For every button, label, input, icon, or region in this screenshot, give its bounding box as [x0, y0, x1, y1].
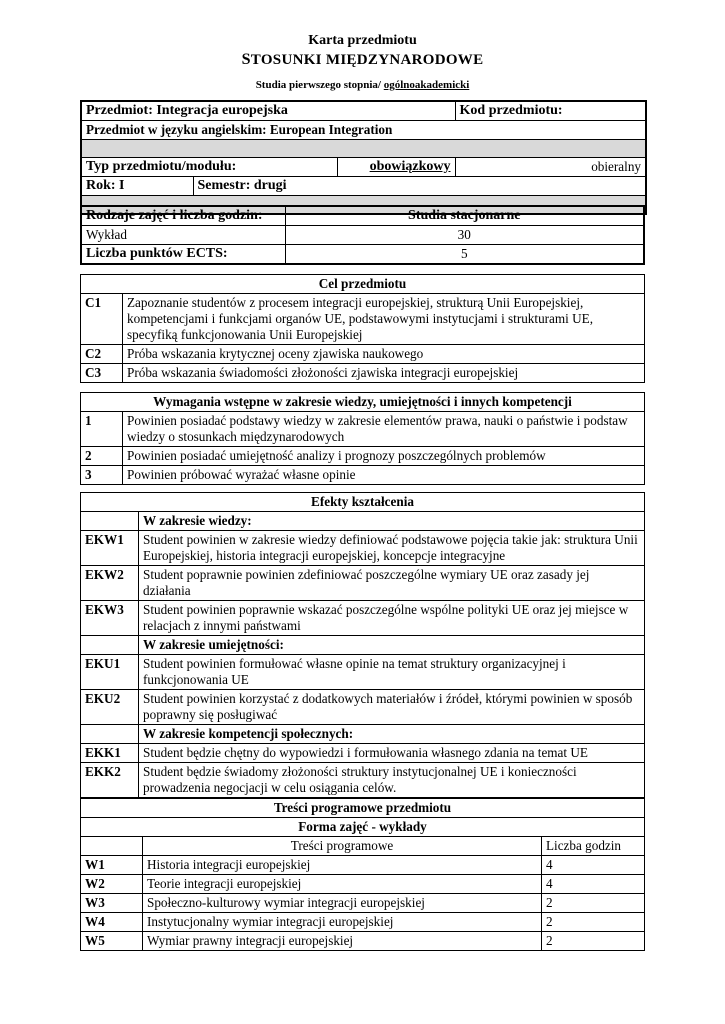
prereq-code: 2	[81, 447, 123, 466]
content-text: Teorie integracji europejskiej	[143, 875, 542, 894]
outcome-text: Student będzie świadomy złożoności struktury instytucjonalnej UE i konieczności prowadzenia negocjacji w celu osiągania celów.	[139, 763, 645, 798]
hours-label: Rodzaje zajęć i liczba godzin:	[81, 206, 285, 226]
content-code: W1	[81, 856, 143, 875]
content-code: W3	[81, 894, 143, 913]
content-row	[81, 913, 645, 932]
content-text: Instytucjonalny wymiar integracji europejskiej	[143, 913, 542, 932]
prereq-text: Powinien próbować wyrażać własne opinie	[123, 466, 645, 485]
goal-code: C1	[81, 294, 123, 345]
study-level-prefix: Studia pierwszego stopnia/	[255, 79, 384, 91]
content-table	[80, 798, 645, 951]
card-title: Karta przedmiotu	[308, 33, 417, 48]
prereq-code: 3	[81, 466, 123, 485]
outcomes-table	[80, 492, 645, 798]
goals-table	[80, 274, 645, 383]
lecture-hours: 30	[285, 226, 644, 245]
info-table	[80, 100, 647, 215]
social-heading: W zakresie kompetencji społecznych:	[139, 725, 645, 744]
info-block	[80, 100, 645, 215]
goal-text: Próba wskazania krytycznej oceny zjawiska naukowego	[123, 345, 645, 364]
study-level	[0, 79, 725, 91]
goal-row	[81, 294, 645, 345]
outcome-text: Student powinien korzystać z dodatkowych materiałów i źródeł, którymi powinien w sposób poprawny się posługiwać	[139, 690, 645, 725]
outcomes-block	[80, 492, 645, 798]
content-row	[81, 856, 645, 875]
col-hours-header: Liczba godzin	[541, 837, 644, 856]
outcome-row	[81, 601, 645, 636]
content-text: Historia integracji europejskiej	[143, 856, 542, 875]
prereq-title: Wymagania wstępne w zakresie wiedzy, umiejętności i innych kompetencji	[81, 393, 645, 412]
prereq-row	[81, 447, 645, 466]
goals-block	[80, 274, 645, 383]
outcome-text: Student będzie chętny do wypowiedzi i formułowania własnego zdania na temat UE	[139, 744, 645, 763]
outcome-row	[81, 763, 645, 798]
type-label: Typ przedmiotu/modułu:	[81, 158, 337, 177]
hours-block	[80, 205, 645, 265]
goal-text: Próba wskazania świadomości złożoności zjawiska integracji europejskiej	[123, 364, 645, 383]
outcome-code: EKU1	[81, 655, 139, 690]
prereq-table	[80, 392, 645, 485]
prereq-text: Powinien posiadać podstawy wiedzy w zakresie elementów prawa, nauki o państwie i podstaw wiedzy o stosunkach międzynarodowych	[123, 412, 645, 447]
prereq-block	[80, 392, 645, 485]
content-block	[80, 798, 645, 951]
gray-separator	[81, 140, 646, 158]
goal-row	[81, 345, 645, 364]
outcome-text: Student powinien formułować własne opinie na temat struktury organizacyjnej i funkcjonowania UE	[139, 655, 645, 690]
semester: Semestr: drugi	[193, 177, 646, 196]
content-row	[81, 932, 645, 951]
content-hours: 2	[541, 932, 644, 951]
content-hours: 2	[541, 894, 644, 913]
content-code: W2	[81, 875, 143, 894]
goal-code: C2	[81, 345, 123, 364]
prereq-row	[81, 412, 645, 447]
outcome-code: EKK2	[81, 763, 139, 798]
subject-rest: TOSUNKI MIĘDZYNARODOWE	[250, 52, 484, 68]
ects-value: 5	[285, 245, 644, 265]
prereq-row	[81, 466, 645, 485]
outcome-text: Student powinien poprawnie wskazać poszczególne wspólne polityki UE oraz jej miejsce w relacjach z innymi państwami	[139, 601, 645, 636]
subject-name-en: Przedmiot w języku angielskim: European Integration	[81, 121, 646, 140]
content-text: Społeczno-kulturowy wymiar integracji europejskiej	[143, 894, 542, 913]
type-elective: obieralny	[455, 158, 646, 177]
outcomes-title: Efekty kształcenia	[81, 493, 645, 512]
study-profile: ogólnoakademicki	[383, 79, 470, 91]
content-form: Forma zajęć - wykłady	[81, 818, 645, 837]
outcome-text: Student powinien w zakresie wiedzy definiować podstawowe pojęcia takie jak: struktura Unii Europejskiej, historia integracji europejskiej, koncepcje integracyjne	[139, 531, 645, 566]
outcome-row	[81, 566, 645, 601]
content-text: Wymiar prawny integracji europejskiej	[143, 932, 542, 951]
content-title: Treści programowe przedmiotu	[81, 799, 645, 818]
year: Rok: I	[81, 177, 193, 196]
outcome-row	[81, 531, 645, 566]
goal-text: Zapoznanie studentów z procesem integracji europejskiej, strukturą Unii Europejskiej, kompetencjami i funkcjami organów UE, podstawowymi instytucjami i strukturami UE, specyfiką funkcjonowania Unii Europejskiej	[123, 294, 645, 345]
prereq-text: Powinien posiadać umiejętność analizy i prognozy poszczególnych problemów	[123, 447, 645, 466]
content-hours: 4	[541, 856, 644, 875]
goal-row	[81, 364, 645, 383]
outcome-text: Student poprawnie powinien zdefiniować poszczególne wymiary UE oraz zasady jej działania	[139, 566, 645, 601]
content-code: W5	[81, 932, 143, 951]
lecture-label: Wykład	[81, 226, 285, 245]
subject-name: Przedmiot: Integracja europejska	[81, 101, 455, 121]
prereq-code: 1	[81, 412, 123, 447]
col-content-header: Treści programowe	[143, 837, 542, 856]
outcome-code: EKW2	[81, 566, 139, 601]
course-code-label: Kod przedmiotu:	[455, 101, 646, 121]
subject-title	[0, 51, 725, 69]
content-code: W4	[81, 913, 143, 932]
knowledge-heading: W zakresie wiedzy:	[139, 512, 645, 531]
outcome-row	[81, 690, 645, 725]
outcome-code: EKW3	[81, 601, 139, 636]
goal-code: C3	[81, 364, 123, 383]
ects-label: Liczba punktów ECTS:	[81, 245, 285, 265]
outcome-code: EKW1	[81, 531, 139, 566]
content-row	[81, 875, 645, 894]
hours-table	[80, 205, 645, 265]
outcome-row	[81, 655, 645, 690]
content-hours: 4	[541, 875, 644, 894]
content-hours: 2	[541, 913, 644, 932]
outcome-code: EKU2	[81, 690, 139, 725]
content-row	[81, 894, 645, 913]
outcome-code: EKK1	[81, 744, 139, 763]
subject-initial: S	[241, 51, 251, 68]
type-mandatory: obowiązkowy	[337, 158, 455, 177]
outcome-row	[81, 744, 645, 763]
goals-title: Cel przedmiotu	[81, 275, 645, 294]
study-mode: Studia stacjonarne	[285, 206, 644, 226]
skills-heading: W zakresie umiejętności:	[139, 636, 645, 655]
